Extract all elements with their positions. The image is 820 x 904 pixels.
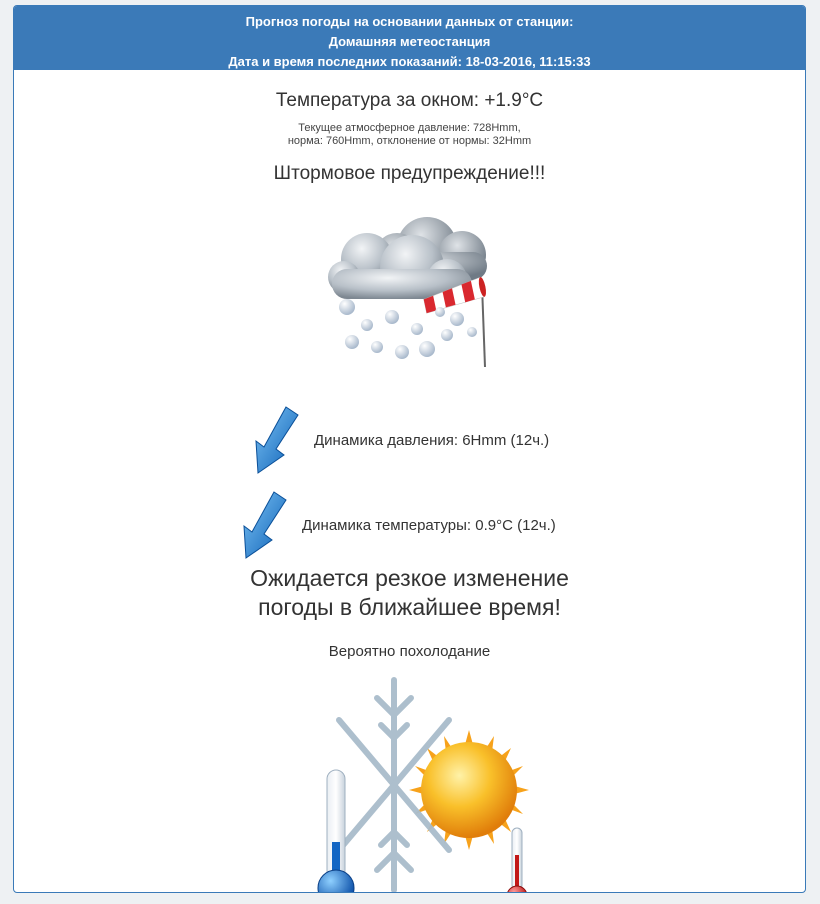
storm-warning: Штормовое предупреждение!!! [273,163,546,184]
pressure-dynamics-text: Динамика давления: 6Hmm (12ч.) [314,431,550,449]
pressure-info [14,122,805,148]
temperature-dynamics-text: Динамика температуры: 0.9°C (12ч.) [302,516,556,534]
outdoor-temperature: Температура за окном: +1.9°C [275,90,544,111]
forecast-panel [13,5,806,893]
storm-snow-windsock-icon [322,207,502,367]
cooling-icon [299,670,539,893]
forecast-subtitle: Вероятно похолодание [328,643,491,660]
current-pressure: Текущее атмосферное давление: 728Hmm, [298,122,521,134]
down-arrow-icon [238,490,288,560]
forecast-headline-line2: погоды в ближайшее время! [258,594,561,620]
header-title: Прогноз погоды на основании данных от станции: [245,14,574,29]
panel-header [14,6,805,70]
forecast-headline-line1: Ожидается резкое изменение [250,565,569,591]
pressure-dynamics [250,405,549,475]
down-arrow-icon [250,405,300,475]
station-name: Домашняя метеостанция [328,34,491,49]
forecast-headline [14,564,805,622]
pressure-norm: норма: 760Hmm, отклонение от нормы: 32Hmm [287,135,532,147]
last-reading-time: Дата и время последних показаний: 18-03-2016, 11:15:33 [228,54,591,69]
temperature-dynamics [238,490,556,560]
